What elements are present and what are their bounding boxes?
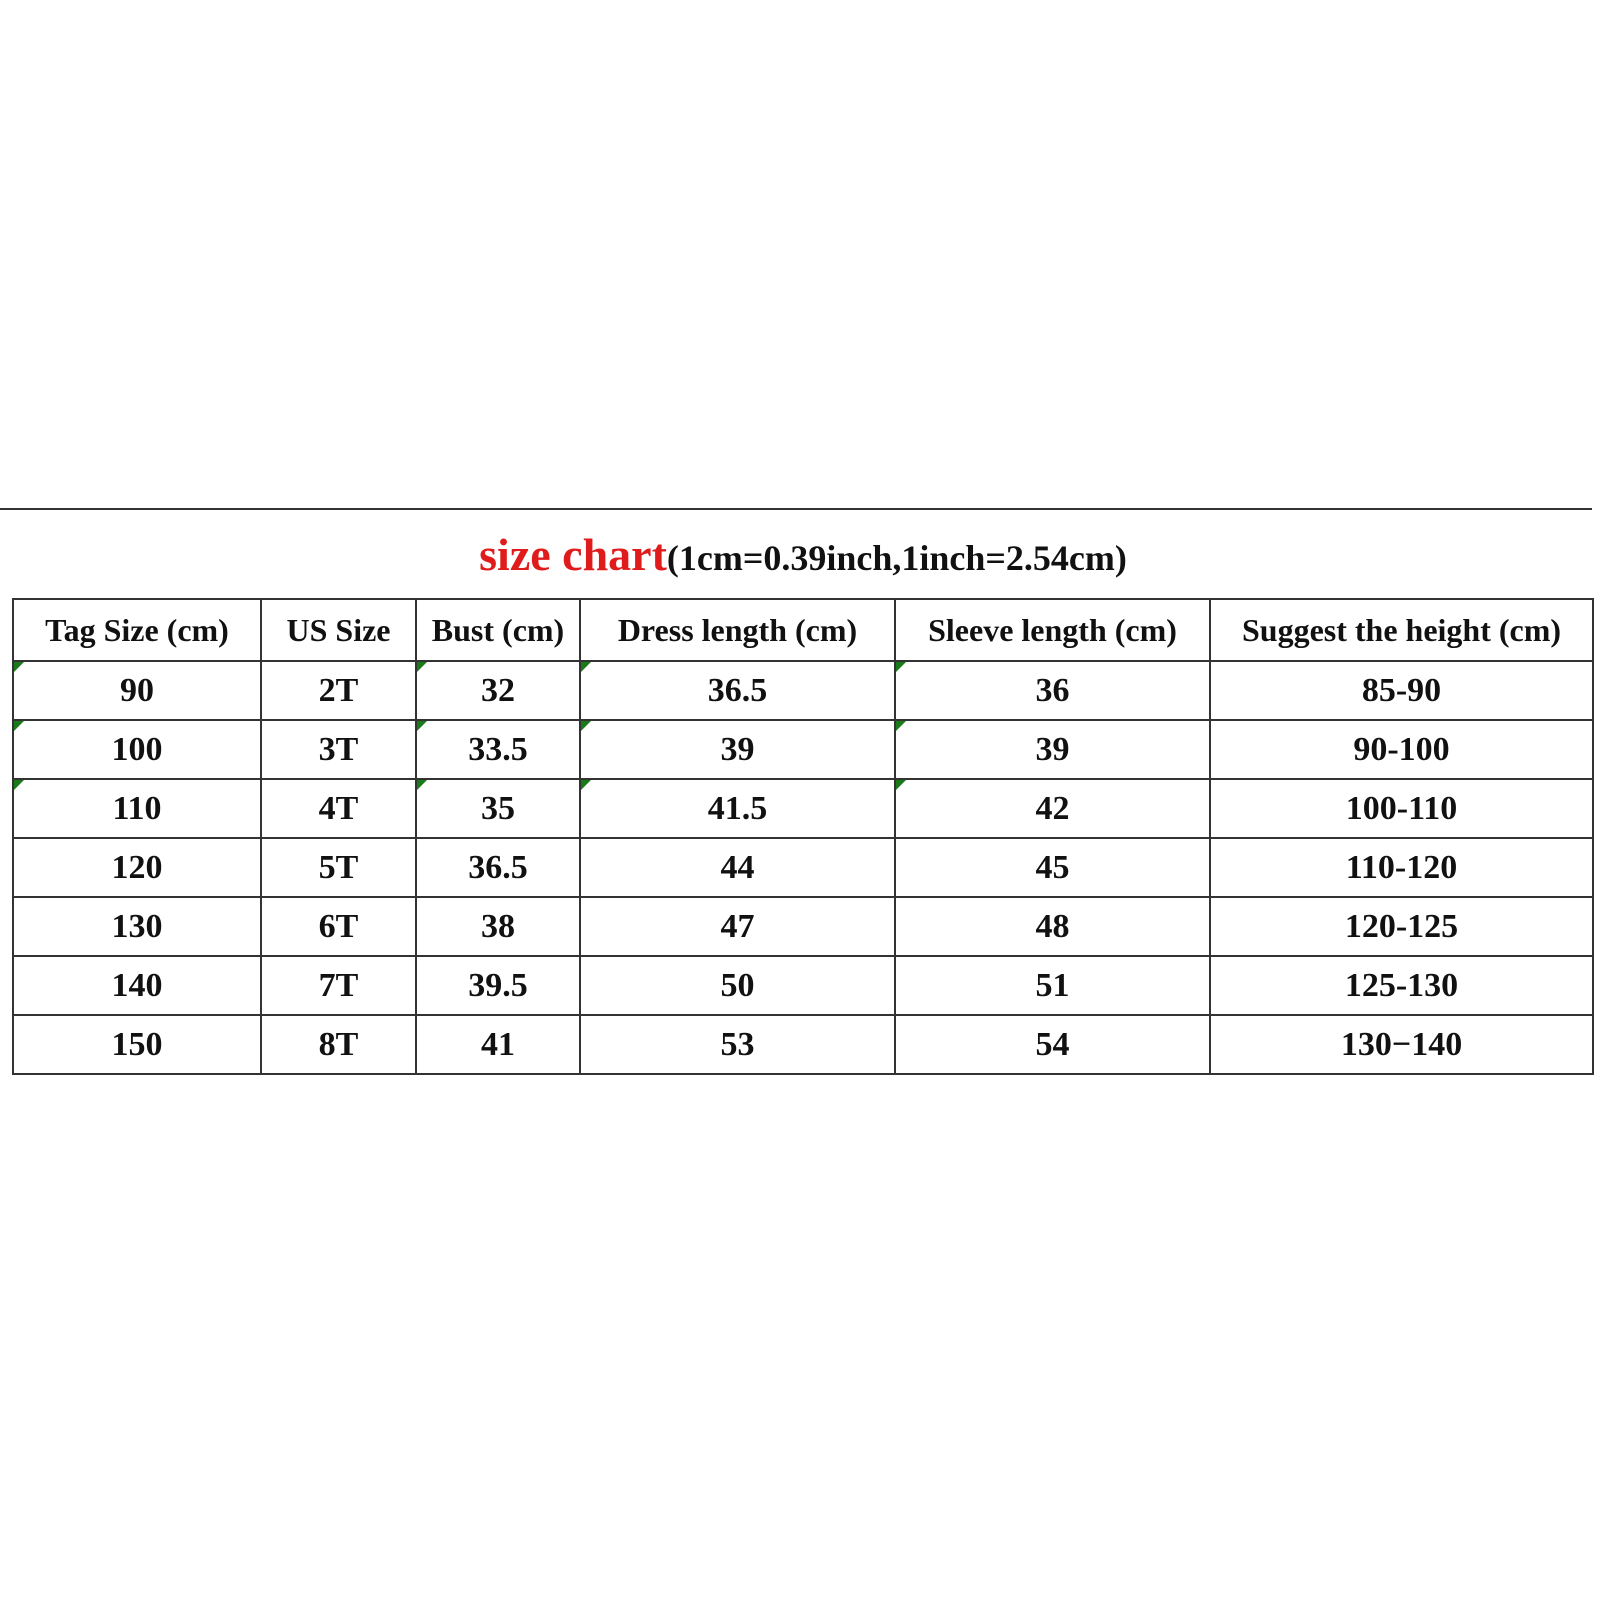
number-format-marker-icon	[417, 662, 427, 672]
cell-tag-size	[13, 720, 261, 779]
cell-suggest-height	[1210, 897, 1593, 956]
cell-value: 130−140	[1340, 1025, 1463, 1063]
title-row	[13, 510, 1593, 599]
cell-bust	[416, 661, 580, 720]
cell-tag-size	[13, 838, 261, 897]
cell-bust	[416, 779, 580, 838]
cell-dress-length	[580, 897, 895, 956]
cell-value: 41	[481, 1025, 515, 1063]
cell-tag-size	[13, 661, 261, 720]
cell-sleeve-length	[895, 779, 1210, 838]
cell-value: 48	[1035, 907, 1070, 945]
cell-bust	[416, 838, 580, 897]
size-table	[12, 510, 1594, 1075]
cell-value: 39	[1035, 730, 1070, 768]
header-us-size: US Size	[261, 599, 416, 661]
cell-value: 6T	[318, 907, 359, 945]
cell-value: 110-120	[1345, 848, 1458, 886]
cell-value: 36.5	[707, 671, 768, 709]
cell-sleeve-length	[895, 720, 1210, 779]
cell-us-size	[261, 897, 416, 956]
cell-value: 5T	[318, 848, 359, 886]
cell-dress-length	[580, 779, 895, 838]
table-row	[13, 838, 1593, 897]
cell-us-size	[261, 1015, 416, 1074]
cell-value: 36.5	[468, 848, 528, 886]
cell-value: 3T	[318, 730, 359, 768]
cell-us-size	[261, 838, 416, 897]
cell-bust	[416, 720, 580, 779]
cell-dress-length	[580, 720, 895, 779]
cell-value: 39	[720, 730, 755, 768]
cell-value: 140	[111, 966, 163, 1004]
number-format-marker-icon	[14, 662, 24, 672]
table-row	[13, 720, 1593, 779]
header-suggest-height: Suggest the height (cm)	[1210, 599, 1593, 661]
cell-bust	[416, 897, 580, 956]
cell-value: 8T	[318, 1025, 359, 1063]
table-row	[13, 897, 1593, 956]
cell-sleeve-length	[895, 661, 1210, 720]
cell-value: 4T	[318, 789, 359, 827]
cell-us-size	[261, 720, 416, 779]
number-format-marker-icon	[896, 662, 906, 672]
cell-value: 32	[481, 671, 515, 709]
number-format-marker-icon	[14, 780, 24, 790]
table-row	[13, 1015, 1593, 1074]
table-row	[13, 779, 1593, 838]
cell-value: 45	[1035, 848, 1070, 886]
cell-value: 7T	[318, 966, 359, 1004]
cell-sleeve-length	[895, 838, 1210, 897]
cell-value: 51	[1035, 966, 1070, 1004]
cell-value: 120-125	[1344, 907, 1459, 945]
cell-suggest-height	[1210, 779, 1593, 838]
cell-suggest-height	[1210, 1015, 1593, 1074]
header-dress-length: Dress length (cm)	[580, 599, 895, 661]
cell-value: 100-110	[1345, 789, 1458, 827]
cell-bust	[416, 1015, 580, 1074]
cell-tag-size	[13, 956, 261, 1015]
cell-suggest-height	[1210, 661, 1593, 720]
cell-dress-length	[580, 956, 895, 1015]
cell-value: 150	[111, 1025, 163, 1063]
cell-value: 110	[112, 789, 162, 827]
number-format-marker-icon	[14, 721, 24, 731]
number-format-marker-icon	[581, 780, 591, 790]
cell-value: 33.5	[468, 730, 528, 768]
header-sleeve-length: Sleeve length (cm)	[895, 599, 1210, 661]
header-bust: Bust (cm)	[416, 599, 580, 661]
cell-value: 38	[481, 907, 515, 945]
table-row	[13, 956, 1593, 1015]
chart-title-conversion: (1cm=0.39inch,1inch=2.54cm)	[666, 537, 1127, 578]
chart-title	[13, 510, 1593, 599]
cell-value: 42	[1035, 789, 1070, 827]
size-chart	[12, 510, 1592, 1075]
cell-suggest-height	[1210, 956, 1593, 1015]
cell-value: 130	[111, 907, 163, 945]
number-format-marker-icon	[896, 780, 906, 790]
cell-value: 120	[111, 848, 163, 886]
cell-value: 85-90	[1361, 671, 1442, 709]
cell-dress-length	[580, 1015, 895, 1074]
cell-value: 41.5	[707, 789, 768, 827]
number-format-marker-icon	[417, 780, 427, 790]
cell-us-size	[261, 661, 416, 720]
cell-value: 100	[111, 730, 163, 768]
data-body	[13, 661, 1593, 1074]
cell-us-size	[261, 779, 416, 838]
cell-value: 125-130	[1344, 966, 1459, 1004]
cell-value: 2T	[318, 671, 359, 709]
cell-sleeve-length	[895, 897, 1210, 956]
number-format-marker-icon	[581, 662, 591, 672]
header-row	[13, 599, 1593, 661]
cell-suggest-height	[1210, 720, 1593, 779]
cell-value: 47	[720, 907, 755, 945]
cell-dress-length	[580, 661, 895, 720]
cell-value: 90	[120, 671, 154, 709]
header-tag-size: Tag Size (cm)	[13, 599, 261, 661]
cell-value: 50	[720, 966, 755, 1004]
number-format-marker-icon	[417, 721, 427, 731]
cell-dress-length	[580, 838, 895, 897]
cell-value: 39.5	[468, 966, 528, 1004]
cell-suggest-height	[1210, 838, 1593, 897]
chart-title-main: size chart	[479, 528, 667, 580]
table-row	[13, 661, 1593, 720]
cell-value: 35	[481, 789, 515, 827]
cell-value: 54	[1035, 1025, 1070, 1063]
number-format-marker-icon	[581, 721, 591, 731]
cell-us-size	[261, 956, 416, 1015]
cell-tag-size	[13, 779, 261, 838]
cell-sleeve-length	[895, 956, 1210, 1015]
cell-sleeve-length	[895, 1015, 1210, 1074]
cell-value: 36	[1035, 671, 1070, 709]
cell-tag-size	[13, 897, 261, 956]
cell-bust	[416, 956, 580, 1015]
cell-tag-size	[13, 1015, 261, 1074]
cell-value: 90-100	[1353, 730, 1450, 768]
cell-value: 53	[720, 1025, 755, 1063]
cell-value: 44	[720, 848, 755, 886]
number-format-marker-icon	[896, 721, 906, 731]
